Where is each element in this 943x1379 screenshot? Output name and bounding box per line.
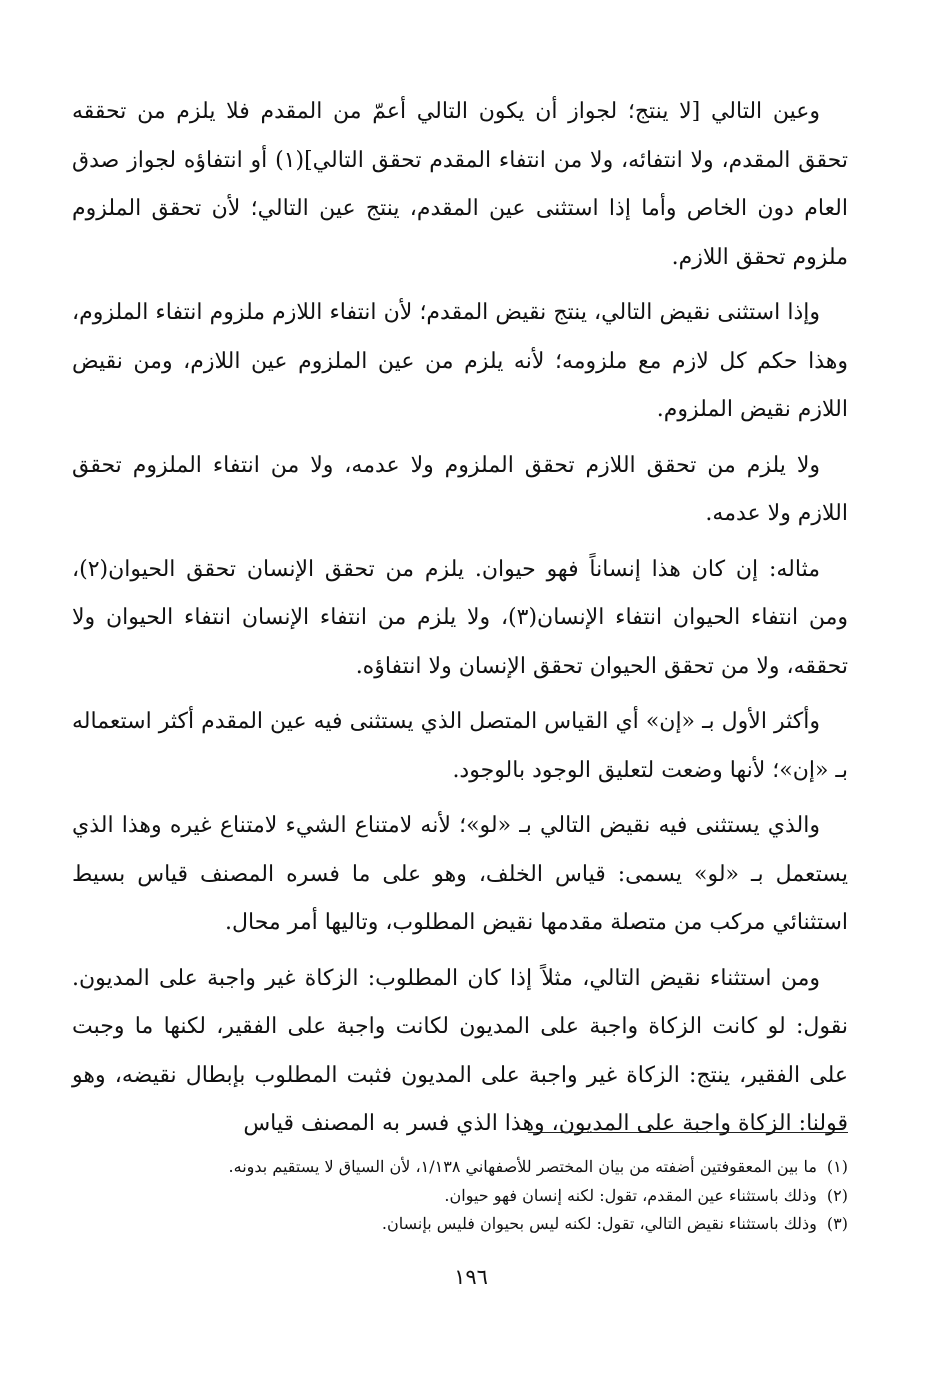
paragraph-6: والذي يستثنى فيه نقيض التالي بـ «لو»؛ لأنه لامتناع الشيء لامتناع غيره وهذا الذي يستعمل بـ «لو» يسمى: قياس الخلف، وهو على ما فسره المصنف قياس بسيط استثنائي مركب من متصلة مقدمها نقيض المطلوب، وتاليها أمر محال.: [72, 813, 848, 935]
footnotes: [150, 1153, 848, 1239]
paragraph-3: ولا يلزم من تحقق اللازم تحقق الملزوم ولا عدمه، ولا من انتفاء الملزوم تحقق اللازم ولا عدمه.: [72, 452, 848, 526]
footnote-text: ما بين المعقوفتين أضفته من بيان المختصر للأصفهاني ١/١٣٨، لأن السياق لا يستقيم بدونه.: [228, 1157, 817, 1176]
footnote-3: [150, 1210, 848, 1239]
footnote-1: [150, 1153, 848, 1182]
footnote-number: (٣): [826, 1214, 848, 1233]
main-text: [72, 88, 848, 1156]
paragraph-7: ومن استثناء نقيض التالي، مثلاً إذا كان المطلوب: الزكاة غير واجبة على المديون. نقول: لو كانت الزكاة واجبة على المديون لكانت واجبة على الفقير، لكنها ما وجبت على الفقير، ينتج: الزكاة غير واجبة على المديون فثبت المطلوب بإبطال نقيضه، وهو قولنا: الزكاة واجبة على المديون، وهذا الذي فسر به المصنف قياس: [72, 965, 848, 1136]
footnote-number: (١): [826, 1157, 848, 1176]
paragraph-4: مثاله: إن كان هذا إنساناً فهو حيوان. يلزم من تحقق الإنسان تحقق الحيوان(٢)، ومن انتفاء الحيوان انتفاء الإنسان(٣)، ولا يلزم من انتفاء الإنسان انتفاء الحيوان ولا تحققه، ولا من تحقق الحيوان تحقق الإنسان ولا انتفاؤه.: [72, 556, 848, 679]
footnote-divider: [528, 1132, 848, 1133]
footnote-text: وذلك باستثناء نقيض التالي، تقول: لكنه ليس بحيوان فليس بإنسان.: [381, 1214, 817, 1233]
footnote-number: (٢): [826, 1185, 848, 1205]
paragraph-1: وعين التالي [لا ينتج؛ لجواز أن يكون التالي أعمّ من المقدم فلا يلزم من تحققه تحقق المقدم، ولا انتفائه، ولا من انتفاء المقدم تحقق التالي](١) أو انتفاؤه لجواز صدق العام دون الخاص وأما إذا استثنى عين المقدم، ينتج عين التالي؛ لأن تحقق الملزوم ملزوم تحقق اللازم.: [72, 99, 848, 270]
page-number: ١٩٦: [454, 1265, 488, 1289]
paragraph-5: وأكثر الأول بـ «إن» أي القياس المتصل الذي يستثنى فيه عين المقدم أكثر استعماله بـ «إن»؛ لأنها وضعت لتعليق الوجود بالوجود.: [72, 709, 848, 783]
footnote-text: وذلك باستثناء عين المقدم، تقول: لكنه إنسان فهو حيوان.: [444, 1185, 817, 1205]
paragraph-2: وإذا استثنى نقيض التالي، ينتج نقيض المقدم؛ لأن انتفاء اللازم ملزوم انتفاء الملزوم، وهذا حكم كل لازم مع ملزومه؛ لأنه يلزم من عين الملزوم عين اللازم، ومن نقيض اللازم نقيض الملزوم.: [72, 300, 848, 422]
footnote-2: [150, 1182, 848, 1211]
